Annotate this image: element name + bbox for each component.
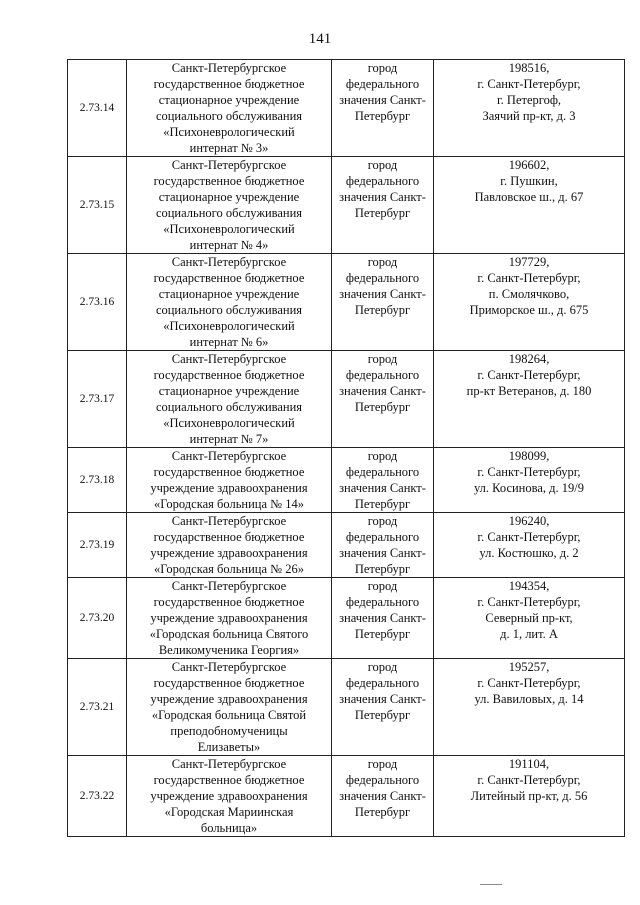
institution-name-line: учреждение здравоохранения	[150, 481, 308, 495]
address-line: г. Санкт-Петербург,	[477, 676, 581, 690]
institution-name-line: «Городская больница № 26»	[154, 562, 304, 576]
city-line: Петербург	[354, 303, 411, 317]
institution-name-cell	[127, 254, 332, 351]
institution-name-line: интернат № 3»	[189, 141, 269, 155]
table-row	[68, 351, 625, 448]
row-number: 2.73.21	[68, 659, 127, 756]
institution-name-line: социального обслуживания	[155, 206, 303, 220]
city-line: Петербург	[354, 109, 411, 123]
city-cell	[332, 60, 434, 157]
institution-name-line: стационарное учреждение	[158, 384, 300, 398]
institution-name-line: государственное бюджетное	[153, 595, 305, 609]
city-line: федерального	[345, 77, 420, 91]
city-line: город	[367, 61, 398, 75]
row-number: 2.73.17	[68, 351, 127, 448]
address-line: г. Пушкин,	[500, 174, 558, 188]
institution-name-cell	[127, 659, 332, 756]
institution-name-line: учреждение здравоохранения	[150, 789, 308, 803]
city-line: федерального	[345, 174, 420, 188]
institution-name-cell	[127, 448, 332, 513]
address-cell	[434, 578, 625, 659]
address-line: 196240,	[508, 514, 550, 528]
address-line: 191104,	[508, 757, 550, 771]
city-line: значения Санкт-	[339, 789, 426, 803]
city-line: федерального	[345, 530, 420, 544]
institution-name-line: интернат № 4»	[189, 238, 269, 252]
city-line: федерального	[345, 773, 420, 787]
address-line: г. Санкт-Петербург,	[477, 595, 581, 609]
institution-name-line: Санкт-Петербургское	[171, 514, 287, 528]
city-line: федерального	[345, 368, 420, 382]
city-line: город	[367, 579, 398, 593]
address-cell	[434, 448, 625, 513]
city-line: федерального	[345, 595, 420, 609]
city-line: Петербург	[354, 206, 411, 220]
city-line: значения Санкт-	[339, 93, 426, 107]
address-line: Северный пр-кт,	[485, 611, 573, 625]
institution-name-line: «Психоневрологический	[163, 125, 295, 139]
address-line: ул. Вавиловых, д. 14	[474, 692, 584, 706]
address-line: Заячий пр-кт, д. 3	[482, 109, 576, 123]
institution-name-line: «Городская Мариинская	[164, 805, 294, 819]
address-cell	[434, 513, 625, 578]
address-cell	[434, 351, 625, 448]
institution-name-line: больница»	[200, 821, 258, 835]
city-line: значения Санкт-	[339, 692, 426, 706]
institution-name-line: государственное бюджетное	[153, 773, 305, 787]
institution-name-line: «Городская больница Святой	[151, 708, 307, 722]
institution-name-line: «Городская больница № 14»	[154, 497, 304, 511]
address-line: д. 1, лит. А	[500, 627, 558, 641]
city-cell	[332, 578, 434, 659]
institution-name-cell	[127, 157, 332, 254]
city-cell	[332, 157, 434, 254]
city-line: Петербург	[354, 562, 411, 576]
address-line: г. Санкт-Петербург,	[477, 530, 581, 544]
city-line: город	[367, 514, 398, 528]
table-row	[68, 513, 625, 578]
city-line: значения Санкт-	[339, 546, 426, 560]
city-line: Петербург	[354, 627, 411, 641]
institution-name-line: интернат № 7»	[189, 432, 269, 446]
address-line: г. Санкт-Петербург,	[477, 465, 581, 479]
institution-name-cell	[127, 351, 332, 448]
institution-name-line: социального обслуживания	[155, 400, 303, 414]
address-cell	[434, 60, 625, 157]
institution-name-line: учреждение здравоохранения	[150, 692, 308, 706]
address-line: 195257,	[508, 660, 550, 674]
table-row	[68, 157, 625, 254]
city-cell	[332, 448, 434, 513]
row-number: 2.73.16	[68, 254, 127, 351]
city-line: город	[367, 158, 398, 172]
address-line: п. Смолячково,	[488, 287, 570, 301]
address-line: Литейный пр-кт, д. 56	[470, 789, 588, 803]
city-line: федерального	[345, 676, 420, 690]
address-cell	[434, 254, 625, 351]
address-line: 197729,	[508, 255, 550, 269]
city-cell	[332, 351, 434, 448]
institution-name-line: преподобномученицы	[170, 724, 288, 738]
institutions-table	[67, 59, 625, 837]
institution-name-line: стационарное учреждение	[158, 93, 300, 107]
table-row	[68, 254, 625, 351]
row-number: 2.73.18	[68, 448, 127, 513]
address-line: 198516,	[508, 61, 550, 75]
institution-name-line: Санкт-Петербургское	[171, 352, 287, 366]
address-line: Павловское ш., д. 67	[474, 190, 584, 204]
institution-name-line: государственное бюджетное	[153, 174, 305, 188]
address-line: Приморское ш., д. 675	[469, 303, 589, 317]
institution-name-line: государственное бюджетное	[153, 465, 305, 479]
city-cell	[332, 756, 434, 837]
institution-name-line: учреждение здравоохранения	[150, 546, 308, 560]
row-number: 2.73.19	[68, 513, 127, 578]
institution-name-cell	[127, 578, 332, 659]
institution-name-cell	[127, 513, 332, 578]
institutions-table-body	[68, 60, 625, 837]
institution-name-line: Санкт-Петербургское	[171, 158, 287, 172]
city-line: город	[367, 255, 398, 269]
institution-name-line: стационарное учреждение	[158, 190, 300, 204]
institution-name-line: социального обслуживания	[155, 303, 303, 317]
city-line: город	[367, 660, 398, 674]
institution-name-line: Елизаветы»	[197, 740, 261, 754]
institution-name-line: государственное бюджетное	[153, 530, 305, 544]
institution-name-line: государственное бюджетное	[153, 676, 305, 690]
city-line: Петербург	[354, 805, 411, 819]
address-line: пр-кт Ветеранов, д. 180	[466, 384, 592, 398]
city-line: федерального	[345, 465, 420, 479]
table-row	[68, 756, 625, 837]
institution-name-cell	[127, 756, 332, 837]
address-line: 194354,	[508, 579, 550, 593]
address-line: г. Санкт-Петербург,	[477, 368, 581, 382]
institution-name-line: государственное бюджетное	[153, 77, 305, 91]
city-line: город	[367, 352, 398, 366]
city-cell	[332, 659, 434, 756]
institution-name-line: Санкт-Петербургское	[171, 579, 287, 593]
address-line: ул. Косинова, д. 19/9	[473, 481, 584, 495]
address-line: г. Санкт-Петербург,	[477, 271, 581, 285]
address-cell	[434, 157, 625, 254]
city-line: значения Санкт-	[339, 384, 426, 398]
institution-name-cell	[127, 60, 332, 157]
address-line: 198099,	[508, 449, 550, 463]
footer-scan-mark	[480, 884, 502, 885]
institution-name-line: «Психоневрологический	[163, 319, 295, 333]
city-cell	[332, 254, 434, 351]
table-row	[68, 448, 625, 513]
address-line: 196602,	[508, 158, 550, 172]
institution-name-line: Великомученика Георгия»	[158, 643, 300, 657]
city-line: Петербург	[354, 497, 411, 511]
institution-name-line: Санкт-Петербургское	[171, 255, 287, 269]
address-cell	[434, 659, 625, 756]
city-line: значения Санкт-	[339, 287, 426, 301]
city-line: город	[367, 757, 398, 771]
institution-name-line: Санкт-Петербургское	[171, 449, 287, 463]
institution-name-line: интернат № 6»	[189, 335, 269, 349]
institution-name-line: «Психоневрологический	[163, 416, 295, 430]
address-line: г. Санкт-Петербург,	[477, 77, 581, 91]
city-line: Петербург	[354, 708, 411, 722]
row-number: 2.73.22	[68, 756, 127, 837]
institution-name-line: «Психоневрологический	[163, 222, 295, 236]
institution-name-line: Санкт-Петербургское	[171, 61, 287, 75]
address-cell	[434, 756, 625, 837]
institution-name-line: социального обслуживания	[155, 109, 303, 123]
institution-name-line: учреждение здравоохранения	[150, 611, 308, 625]
institution-name-line: государственное бюджетное	[153, 368, 305, 382]
address-line: г. Санкт-Петербург,	[477, 773, 581, 787]
table-row	[68, 659, 625, 756]
city-line: значения Санкт-	[339, 481, 426, 495]
page-number: 141	[308, 31, 332, 47]
address-line: ул. Костюшко, д. 2	[479, 546, 579, 560]
institution-name-line: стационарное учреждение	[158, 287, 300, 301]
city-line: федерального	[345, 271, 420, 285]
city-line: Петербург	[354, 400, 411, 414]
institution-name-line: «Городская больница Святого	[149, 627, 309, 641]
city-cell	[332, 513, 434, 578]
row-number: 2.73.15	[68, 157, 127, 254]
table-row	[68, 578, 625, 659]
row-number: 2.73.14	[68, 60, 127, 157]
address-line: г. Петергоф,	[496, 93, 562, 107]
city-line: значения Санкт-	[339, 611, 426, 625]
row-number: 2.73.20	[68, 578, 127, 659]
institution-name-line: Санкт-Петербургское	[171, 660, 287, 674]
city-line: город	[367, 449, 398, 463]
institution-name-line: государственное бюджетное	[153, 271, 305, 285]
address-line: 198264,	[508, 352, 550, 366]
table-row	[68, 60, 625, 157]
city-line: значения Санкт-	[339, 190, 426, 204]
institution-name-line: Санкт-Петербургское	[171, 757, 287, 771]
